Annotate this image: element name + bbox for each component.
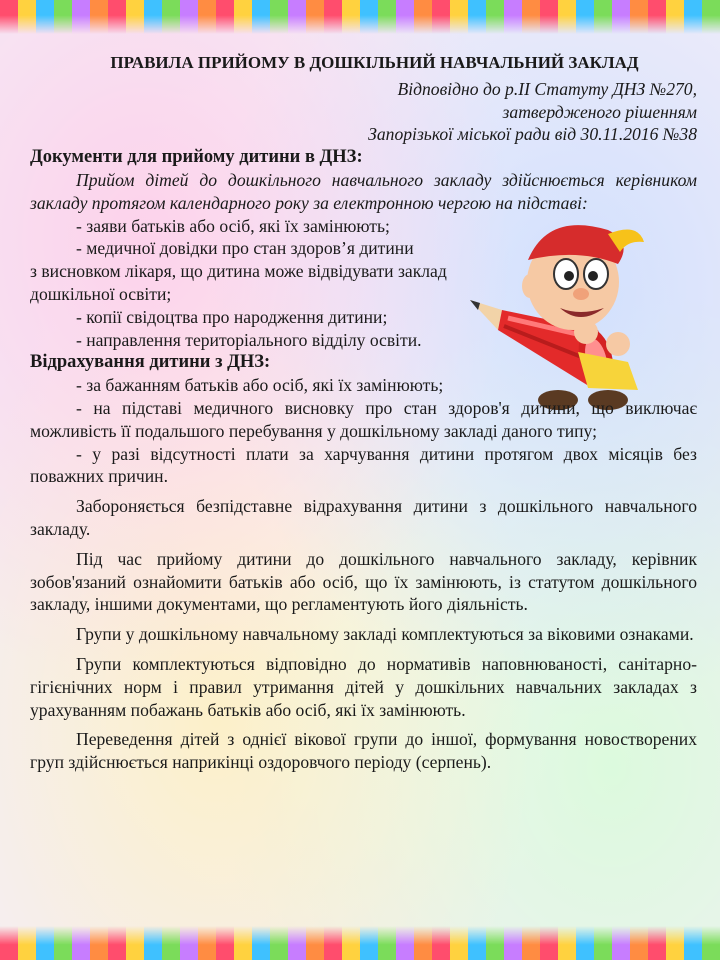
- admission-item-continuation: з висновком лікаря, що дитина може відвідувати заклад дошкільної освіти;: [30, 261, 447, 304]
- document-content: [30, 52, 697, 781]
- paragraph: Переведення дітей з однієї вікової групи до іншої, формування новостворених груп здійснюється наприкінці оздоровчого періоду (серпень).: [30, 729, 697, 773]
- reference-line-1: Відповідно до р.ІІ Статуту ДНЗ №270,: [397, 78, 697, 99]
- bottom-crayon-border: [0, 926, 720, 960]
- paragraph: Під час прийому дитини до дошкільного навчального закладу, керівник зобов'язаний ознайомити батьків або осіб, що їх замінюють, із статутом дошкільного закладу, іншими документами, що регламентують його діяльність.: [30, 548, 697, 615]
- top-crayon-border: [0, 0, 720, 34]
- expulsion-item: - у разі відсутності плати за харчування дитини протягом двох місяців без поважних причин.: [30, 443, 697, 487]
- page-title: ПРАВИЛА ПРИЙОМУ В ДОШКІЛЬНИЙ НАВЧАЛЬНИЙ ЗАКЛАД: [110, 53, 639, 72]
- paragraph: Групи комплектуються відповідно до нормативів наповнюваності, санітарно-гігієнічних норм і правил утримання дітей у дошкільних навчальних закладах з урахуванням побажань батьків або осіб, які їх замінюють.: [30, 653, 697, 720]
- reference-line-2: затвердженого рішенням: [502, 101, 697, 122]
- expulsion-item: - за бажанням батьків або осіб, які їх замінюють;: [76, 375, 444, 396]
- expulsion-item: - на підставі медичного висновку про стан здоров'я дитини, що виключає можливість її подальшого перебування у дошкільному закладі даного типу;: [30, 397, 697, 441]
- reference-line-3: Запорізької міської ради від 30.11.2016 №38: [368, 124, 697, 145]
- admission-item: - копії свідоцтва про народження дитини;: [76, 306, 388, 327]
- admission-intro: Прийом дітей до дошкільного навчального закладу здійснюється керівником закладу протягом календарного року за електронною чергою на підставі:: [30, 169, 697, 213]
- paragraph: Забороняється безпідставне відрахування дитини з дошкільного навчального закладу.: [30, 496, 697, 539]
- expulsion-heading: Відрахування дитини з ДНЗ:: [30, 352, 271, 373]
- admission-heading: Документи для прийому дитини в ДНЗ:: [30, 147, 363, 168]
- admission-item: - заяви батьків або осіб, які їх замінюють;: [76, 215, 390, 236]
- admission-item: - направлення територіального відділу освіти.: [76, 329, 422, 350]
- admission-item: - медичної довідки про стан здоров’я дитини: [76, 238, 414, 259]
- paragraph: Групи у дошкільному навчальному закладі комплектуються за віковими ознаками.: [76, 624, 694, 645]
